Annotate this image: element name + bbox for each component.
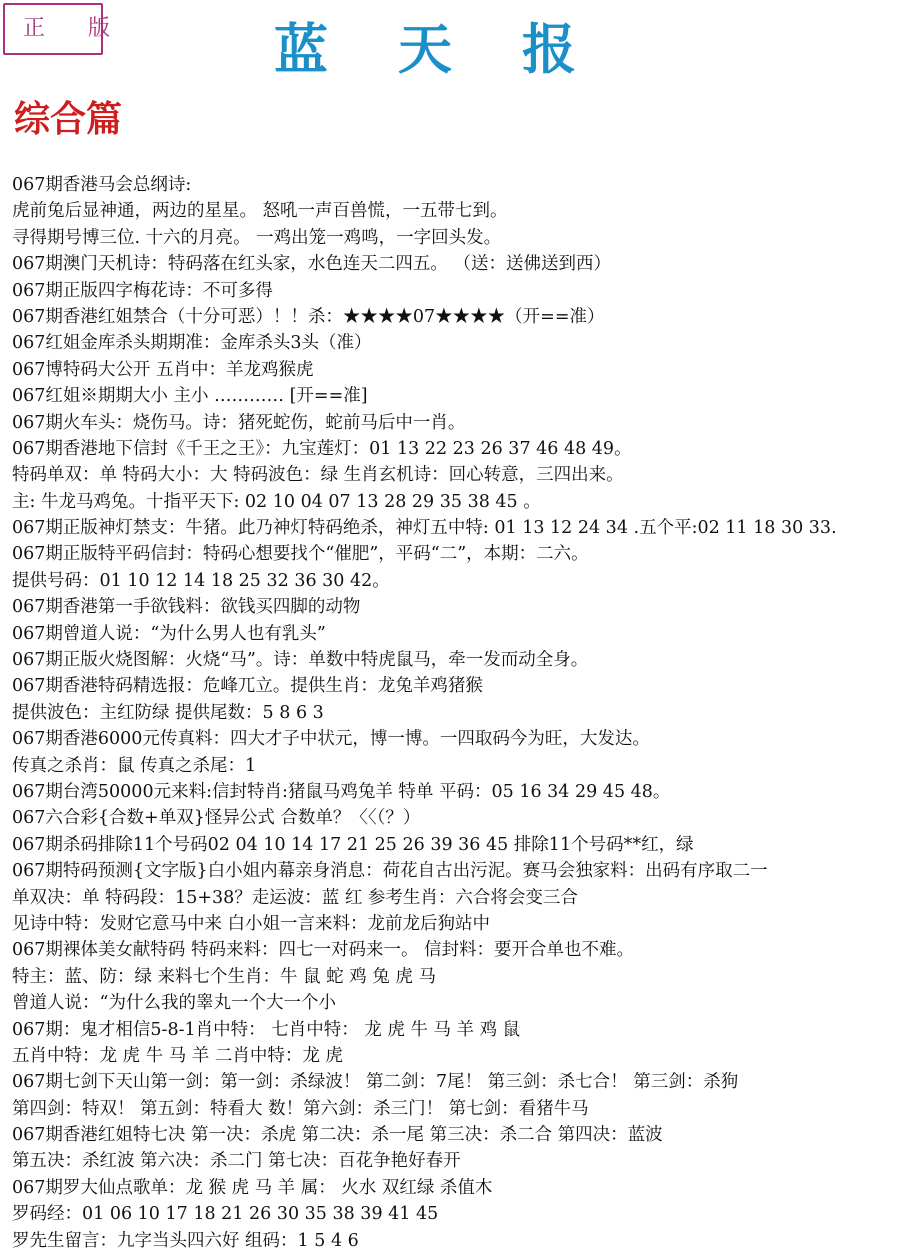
edition-badge: 正 版 xyxy=(3,3,103,55)
text-line: 067期香港6000元传真料：四大才子中状元，博一博。一四取码今为旺，大发达。 xyxy=(12,729,650,750)
text-line: 067期香港第一手欲钱料：欲钱买四脚的动物 xyxy=(12,597,361,618)
text-line: 第四剑：特双！ 第五剑：特看大 数！第六剑：杀三门！ 第七剑：看猪牛马 xyxy=(12,1098,589,1119)
text-line: 067期火车头：烧伤马。诗：猪死蛇伤，蛇前马后中一肖。 xyxy=(12,412,466,433)
page-title: 蓝天报 xyxy=(274,17,646,81)
text-line: 067期正版特平码信封：特码心想要找个“催肥”，平码“二”，本期：二六。 xyxy=(12,544,589,565)
text-line: 主: 牛龙马鸡兔。十指平天下: 02 10 04 07 13 28 29 35 38 45 。 xyxy=(12,491,541,512)
text-line: 单双决：单 特码段：15+38？走运波：蓝 红 参考生肖：六合将会变三合 xyxy=(12,887,578,908)
text-line: 067博特码大公开 五肖中：羊龙鸡猴虎 xyxy=(12,359,314,380)
text-line: 067期罗大仙点歌单：龙 猴 虎 马 羊 属： 火水 双红绿 杀值木 xyxy=(12,1177,493,1198)
text-line: 特主：蓝、防：绿 来料七个生肖：牛 鼠 蛇 鸡 兔 虎 马 xyxy=(12,966,436,987)
section-heading: 综合篇 xyxy=(14,98,123,140)
text-line: 067期香港红姐特七决 第一决：杀虎 第二决：杀一尾 第三决：杀二合 第四决：蓝波 xyxy=(12,1125,663,1146)
text-line: 067期正版四字梅花诗：不可多得 xyxy=(12,280,273,301)
text-line: 第五决：杀红波 第六决：杀二门 第七决：百花争艳好春开 xyxy=(12,1151,461,1172)
text-line: 067期正版神灯禁支：牛猪。此乃神灯特码绝杀，神灯五中特: 01 13 12 24 34 .五个平:02 11 18 30 33. xyxy=(12,518,837,539)
text-line: 提供号码：01 10 12 14 18 25 32 36 30 42。 xyxy=(12,570,390,591)
text-line: 067期澳门天机诗：特码落在红头家，水色连天二四五。 （送：送佛送到西） xyxy=(12,254,611,275)
text-line: 曾道人说：“为什么我的睾丸一个大一个小 xyxy=(12,993,336,1014)
text-line: 067期曾道人说：“为什么男人也有乳头” xyxy=(12,623,326,644)
text-line: 寻得期号博三位. 十六的月亮。 一鸡出笼一鸡鸣，一字回头发。 xyxy=(12,227,502,248)
text-line: 传真之杀肖：鼠 传真之杀尾：1 xyxy=(12,755,257,776)
text-line: 罗先生留言：九字当头四六好 组码：1 5 4 6 xyxy=(12,1230,359,1251)
text-line: 067期特码预测{文字版}白小姐内幕亲身消息：荷花自古出污泥。赛马会独家料：出码有序取二一 xyxy=(12,861,768,882)
text-line: 067期台湾50000元来料:信封特肖:猪鼠马鸡兔羊 特单 平码：05 16 34 29 45 48。 xyxy=(12,781,671,802)
text-line: 提供波色：主红防绿 提供尾数：5 8 6 3 xyxy=(12,702,324,723)
text-line: 067红姐金库杀头期期准：金库杀头3头（准） xyxy=(12,333,372,354)
text-line: 067期香港马会总纲诗: xyxy=(12,175,192,195)
text-line: 067期裸体美女献特码 特码来料：四七一对码来一。 信封料：要开合单也不难。 xyxy=(12,940,635,961)
text-line: 虎前兔后显神通，两边的星星。 怒吼一声百兽慌，一五带七到。 xyxy=(12,201,508,222)
text-line: 特码单双：单 特码大小：大 特码波色：绿 生肖玄机诗：回心转意，三四出来。 xyxy=(12,465,624,486)
text-line: 罗码经：01 06 10 17 18 21 26 30 35 38 39 41 45 xyxy=(12,1204,439,1225)
text-line: 067期香港地下信封《千王之王》：九宝莲灯：01 13 22 23 26 37 46 48 49。 xyxy=(12,438,632,459)
text-line: 见诗中特：发财它意马中来 白小姐一言来料：龙前龙后狗站中 xyxy=(12,913,491,934)
text-line: 067期香港红姐禁合（十分可恶）！！杀：★★★★07★★★★（开==准） xyxy=(12,306,605,327)
text-line: 067期香港特码精选报：危峰兀立。提供生肖：龙兔羊鸡猪猴 xyxy=(12,676,483,697)
text-line: 五肖中特：龙 虎 牛 马 羊 二肖中特：龙 虎 xyxy=(12,1045,343,1066)
text-line: 067期七剑下天山第一剑：第一剑：杀绿波！ 第二剑：7尾！ 第三剑：杀七合！ 第三剑：杀狗 xyxy=(12,1072,739,1093)
text-line: 067期正版火烧图解：火烧“马”。诗：单数中特虎鼠马，牵一发而动全身。 xyxy=(12,650,589,671)
text-line: 067六合彩{合数+单双}怪异公式 合数单？〈〈（？） xyxy=(12,808,421,829)
text-line: 067期：鬼才相信5-8-1肖中特： 七肖中特： 龙 虎 牛 马 羊 鸡 鼠 xyxy=(12,1019,521,1040)
text-line: 067期杀码排除11个号码02 04 10 14 17 21 25 26 39 36 45 排除11个号码**红，绿 xyxy=(12,834,694,855)
text-line: 067红姐※期期大小 主小 ………… [开==准] xyxy=(12,386,368,407)
tip-list xyxy=(12,172,898,1254)
